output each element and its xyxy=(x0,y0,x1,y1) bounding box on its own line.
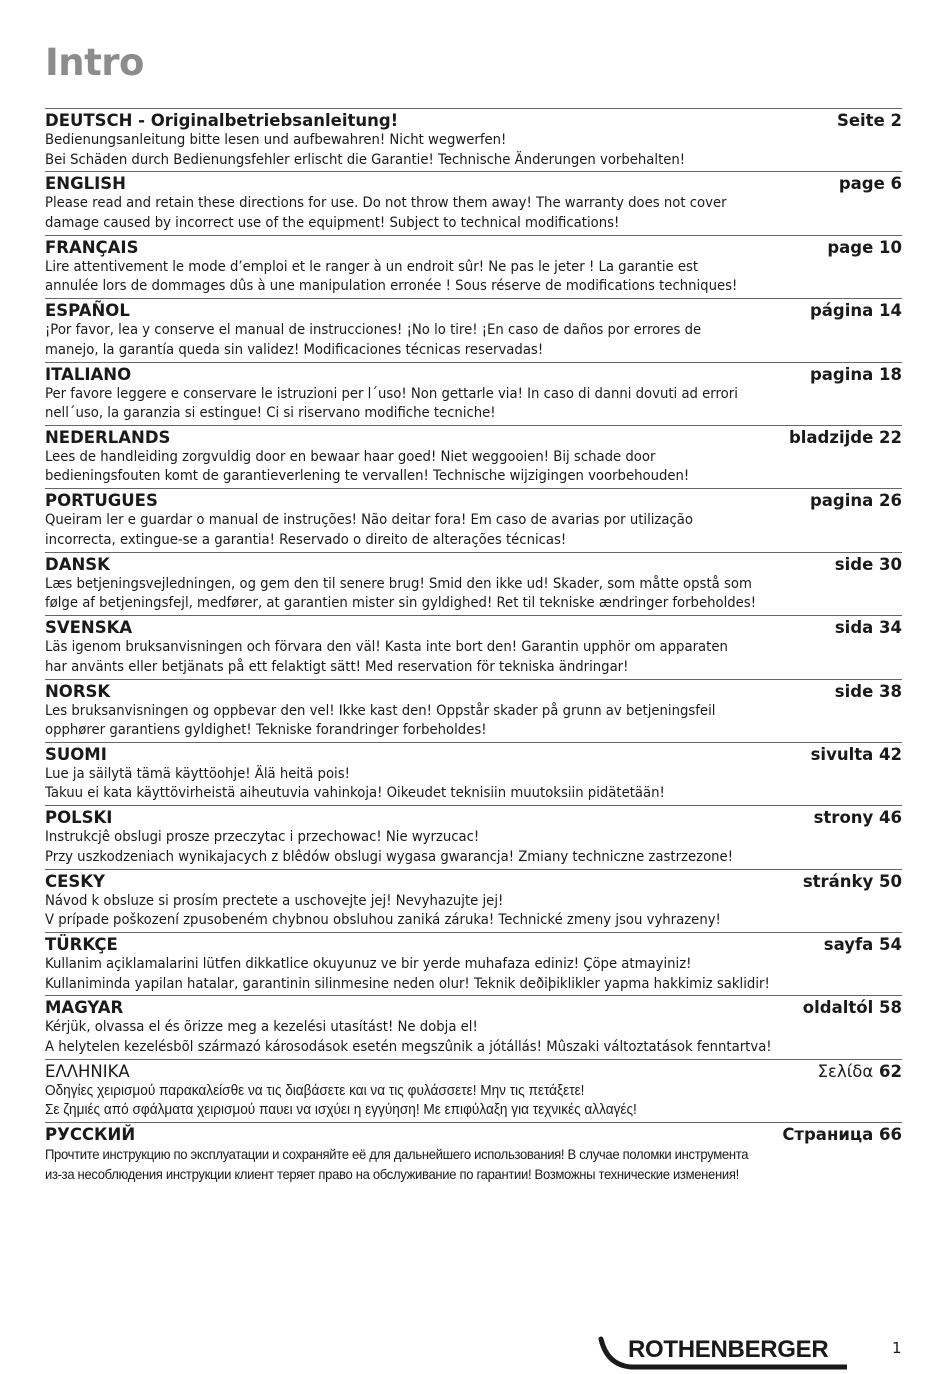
description-line: Lue ja säilytä tämä käyttöohje! Älä heitä pois! xyxy=(45,765,350,782)
page-num: 54 xyxy=(879,935,902,955)
section-francais xyxy=(45,235,902,298)
page-num: 22 xyxy=(879,427,902,447)
description-line: Kullaniminda yapilan hatalar, garantinin silinmesine neden olur! Teknik deðiþiklikler yapma hakkimiz saklidir! xyxy=(45,975,770,992)
page-number: 1 xyxy=(892,1339,902,1357)
page-num: 10 xyxy=(879,237,902,257)
description-line: ¡Por favor, lea y conserve el manual de instrucciones! ¡No lo tire! ¡En caso de daños por errores de xyxy=(45,322,702,339)
page-num: 38 xyxy=(879,681,902,701)
page-reference xyxy=(835,555,902,575)
page-num: 66 xyxy=(879,1125,902,1145)
page-reference xyxy=(824,935,902,955)
description-line: V prípade poškození zpusobeném chybnou obsluhou zaniká záruka! Technické zmeny jsou vyhrazeny! xyxy=(45,912,721,929)
page-label: page xyxy=(838,174,885,194)
language-heading: ENGLISH xyxy=(45,174,126,194)
page-label: Σελίδα xyxy=(817,1061,874,1081)
page-label: page xyxy=(827,237,874,257)
description-line: annulée lors de dommages dûs à une manipulation erronée ! Sous réserve de modifications techniques! xyxy=(45,278,738,295)
page-num: 14 xyxy=(879,301,902,321)
page-label: pagina xyxy=(809,364,874,384)
brand-name: ROTHENBERGER xyxy=(628,1336,829,1363)
section-ellinika xyxy=(45,1059,902,1122)
page-reference xyxy=(818,1062,902,1082)
language-heading: PORTUGUES xyxy=(45,491,158,511)
section-italiano xyxy=(45,362,902,425)
page-reference xyxy=(810,491,902,511)
language-heading: CESKY xyxy=(45,871,105,891)
page-num: 58 xyxy=(879,998,902,1018)
description-line: Bedienungsanleitung bitte lesen und aufbewahren! Nicht wegwerfen! xyxy=(45,132,507,148)
language-heading: NORSK xyxy=(45,681,111,701)
description-line: Læs betjeningsvejledningen, og gem den til senere brug! Smid den ikke ud! Skader, som måtte opstå som xyxy=(45,575,752,592)
page-reference xyxy=(811,745,902,765)
page-reference xyxy=(814,808,902,828)
language-heading: SVENSKA xyxy=(45,618,133,638)
page-reference xyxy=(782,1125,902,1145)
description-line: opphører garantiens gyldighet! Tekniske forandringer forbeholdes! xyxy=(45,722,487,739)
language-heading: SUOMI xyxy=(45,744,107,764)
page-label: página xyxy=(809,301,874,321)
page-label: strony xyxy=(813,808,874,828)
section-deutsch xyxy=(45,108,902,171)
page-reference xyxy=(789,428,902,448)
description-line: Lire attentivement le mode d’emploi et le ranger à un endroit sûr! Ne pas le jeter ! La garantie est xyxy=(45,258,699,275)
page-reference xyxy=(827,238,902,258)
language-heading: РУССКИЙ xyxy=(45,1125,136,1145)
description-line: Instrukcjê obslugi prosze przeczytac i przechowac! Nie wyrzucac! xyxy=(45,829,480,846)
description-line: Bei Schäden durch Bedienungsfehler erlischt die Garantie! Technische Änderungen vorbehalten! xyxy=(45,151,686,168)
page-label: oldaltól xyxy=(802,998,874,1018)
section-norsk xyxy=(45,679,902,742)
page-label: sayfa xyxy=(823,935,874,955)
page-title: Intro xyxy=(45,41,144,84)
description-line: Σε ζημιές από σφάλματα χειρισμού παυει να ισχύει η εγγύηση! Με επιφύλαξη για τεχνικές αλλαγές! xyxy=(45,1102,637,1119)
description-line: manejo, la garantía queda sin validez! Modificaciones técnicas reservadas! xyxy=(45,341,544,358)
section-svenska xyxy=(45,615,902,678)
page-reference xyxy=(835,682,902,702)
description-line: Takuu ei kata käyttövirheistä aiheutuvia vahinkoja! Oikeudet teknisiin muutoksiin pidätetään! xyxy=(45,785,665,802)
page-reference xyxy=(803,998,902,1018)
language-heading: ΕΛΛΗΝΙΚΑ xyxy=(45,1061,130,1081)
description-line: følge af betjeningsfejl, medfører, at garantien mister sin gyldighed! Ret til tekniske ændringer forbeholdes! xyxy=(45,595,757,612)
section-polski xyxy=(45,805,902,868)
page-num: 2 xyxy=(890,111,902,130)
language-heading: DANSK xyxy=(45,554,110,574)
description-line: A helytelen kezelésbõl származó károsodások esetén megszûnik a jótállás! Mûszaki változtatások fenntartva! xyxy=(45,1038,772,1055)
description-line: Läs igenom bruksanvisningen och förvara den väl! Kasta inte bort den! Garantin upphör om apparaten xyxy=(45,639,728,656)
section-espanol xyxy=(45,298,902,361)
description-line: Прочтите инструкцию по эксплуатации и сохраняйте её для дальнейшего использования! В случае поломки инструмента xyxy=(45,1146,749,1163)
description-line: Οδηγίες χειρισμού παρακαλείσθε να τις διαβάσετε και να τις φυλάσσετε! Μην τις πετάξετε! xyxy=(45,1082,585,1099)
page-num: 30 xyxy=(879,554,902,574)
page-label: sida xyxy=(834,618,874,638)
page-label: Seite xyxy=(836,111,885,130)
page-label: side xyxy=(834,681,874,701)
page-reference xyxy=(810,365,902,385)
description-line: из-за несоблюдения инструкции клиент теряет право на обслуживание по гарантии! Возможны технические изменения! xyxy=(45,1165,739,1182)
language-heading: MAGYAR xyxy=(45,998,124,1018)
section-turkce xyxy=(45,932,902,995)
description-line: Przy uszkodzeniach wynikajacych z blêdów obslugi wygasa gwarancja! Zmiany techniczne zastrzezone! xyxy=(45,848,734,865)
description-line: Per favore leggere e conservare le istruzioni per l´uso! Non gettarle via! In caso di danni dovuti ad errori xyxy=(45,385,738,402)
page-label: stránky xyxy=(802,871,874,891)
section-magyar xyxy=(45,995,902,1058)
language-heading: FRANÇAIS xyxy=(45,237,139,257)
section-cesky xyxy=(45,869,902,932)
section-dansk xyxy=(45,552,902,615)
page-reference xyxy=(810,301,902,321)
page-num: 46 xyxy=(879,808,902,828)
description-line: Kullanim açiklamalarini lütfen dikkatlice okuyunuz ve bir yerde muhafaza ediniz! Çöpe atmayiniz! xyxy=(45,956,692,973)
page-num: 18 xyxy=(879,364,902,384)
description-line: Please read and retain these directions for use. Do not throw them away! The warranty does not cover xyxy=(45,195,727,212)
section-english xyxy=(45,171,902,234)
description-line: har använts eller betjänats på ett felaktigt sätt! Med reservation för tekniska ändringar! xyxy=(45,658,629,675)
language-heading: POLSKI xyxy=(45,808,113,828)
description-line: bedieningsfouten komt de garantieverlening te vervallen! Technische wijzigingen voorbehouden! xyxy=(45,468,690,485)
language-heading: TÜRKÇE xyxy=(45,935,118,955)
page-num: 6 xyxy=(890,174,902,194)
page-reference xyxy=(837,111,902,131)
page-num: 50 xyxy=(879,871,902,891)
description-line: Kérjük, olvassa el és õrizze meg a kezelési utasítást! Ne dobja el! xyxy=(45,1019,478,1036)
description-line: Queiram ler e guardar o manual de instruções! Não deitar fora! Em caso de avarias por utilização xyxy=(45,512,693,529)
page-label: side xyxy=(834,554,874,574)
page-reference xyxy=(803,872,902,892)
page-reference xyxy=(839,174,902,194)
section-russkiy xyxy=(45,1122,902,1185)
section-nederlands xyxy=(45,425,902,488)
page-label: pagina xyxy=(809,491,874,511)
page-num: 42 xyxy=(879,744,902,764)
page-label: Страница xyxy=(782,1125,874,1145)
page-num: 26 xyxy=(879,491,902,511)
description-line: damage caused by incorrect use of the equipment! Subject to technical modifications! xyxy=(45,214,620,231)
description-line: Les bruksanvisningen og oppbevar den vel! Ikke kast den! Oppstår skader på grunn av betjeningsfeil xyxy=(45,702,716,719)
page-num: 34 xyxy=(879,618,902,638)
description-line: incorrecta, extingue-se a garantia! Reservado o direito de alterações técnicas! xyxy=(45,531,567,548)
description-line: nell´uso, la garanzia si estingue! Ci si riservano modifiche tecniche! xyxy=(45,405,496,422)
page-reference xyxy=(835,618,902,638)
section-portugues xyxy=(45,488,902,551)
page-label: bladzijde xyxy=(788,427,874,447)
language-heading: DEUTSCH - Originalbetriebsanleitung! xyxy=(45,111,399,130)
language-sections xyxy=(45,108,902,1186)
page-num: 62 xyxy=(879,1061,902,1081)
language-heading: NEDERLANDS xyxy=(45,427,171,447)
language-heading: ESPAÑOL xyxy=(45,301,130,321)
page-label: sivulta xyxy=(810,744,874,764)
section-suomi xyxy=(45,742,902,805)
description-line: Lees de handleiding zorgvuldig door en bewaar haar goed! Niet weggooien! Bij schade door xyxy=(45,448,656,465)
description-line: Návod k obsluze si prosím prectete a uschovejte jej! Nevyhazujte jej! xyxy=(45,892,504,909)
language-heading: ITALIANO xyxy=(45,364,132,384)
